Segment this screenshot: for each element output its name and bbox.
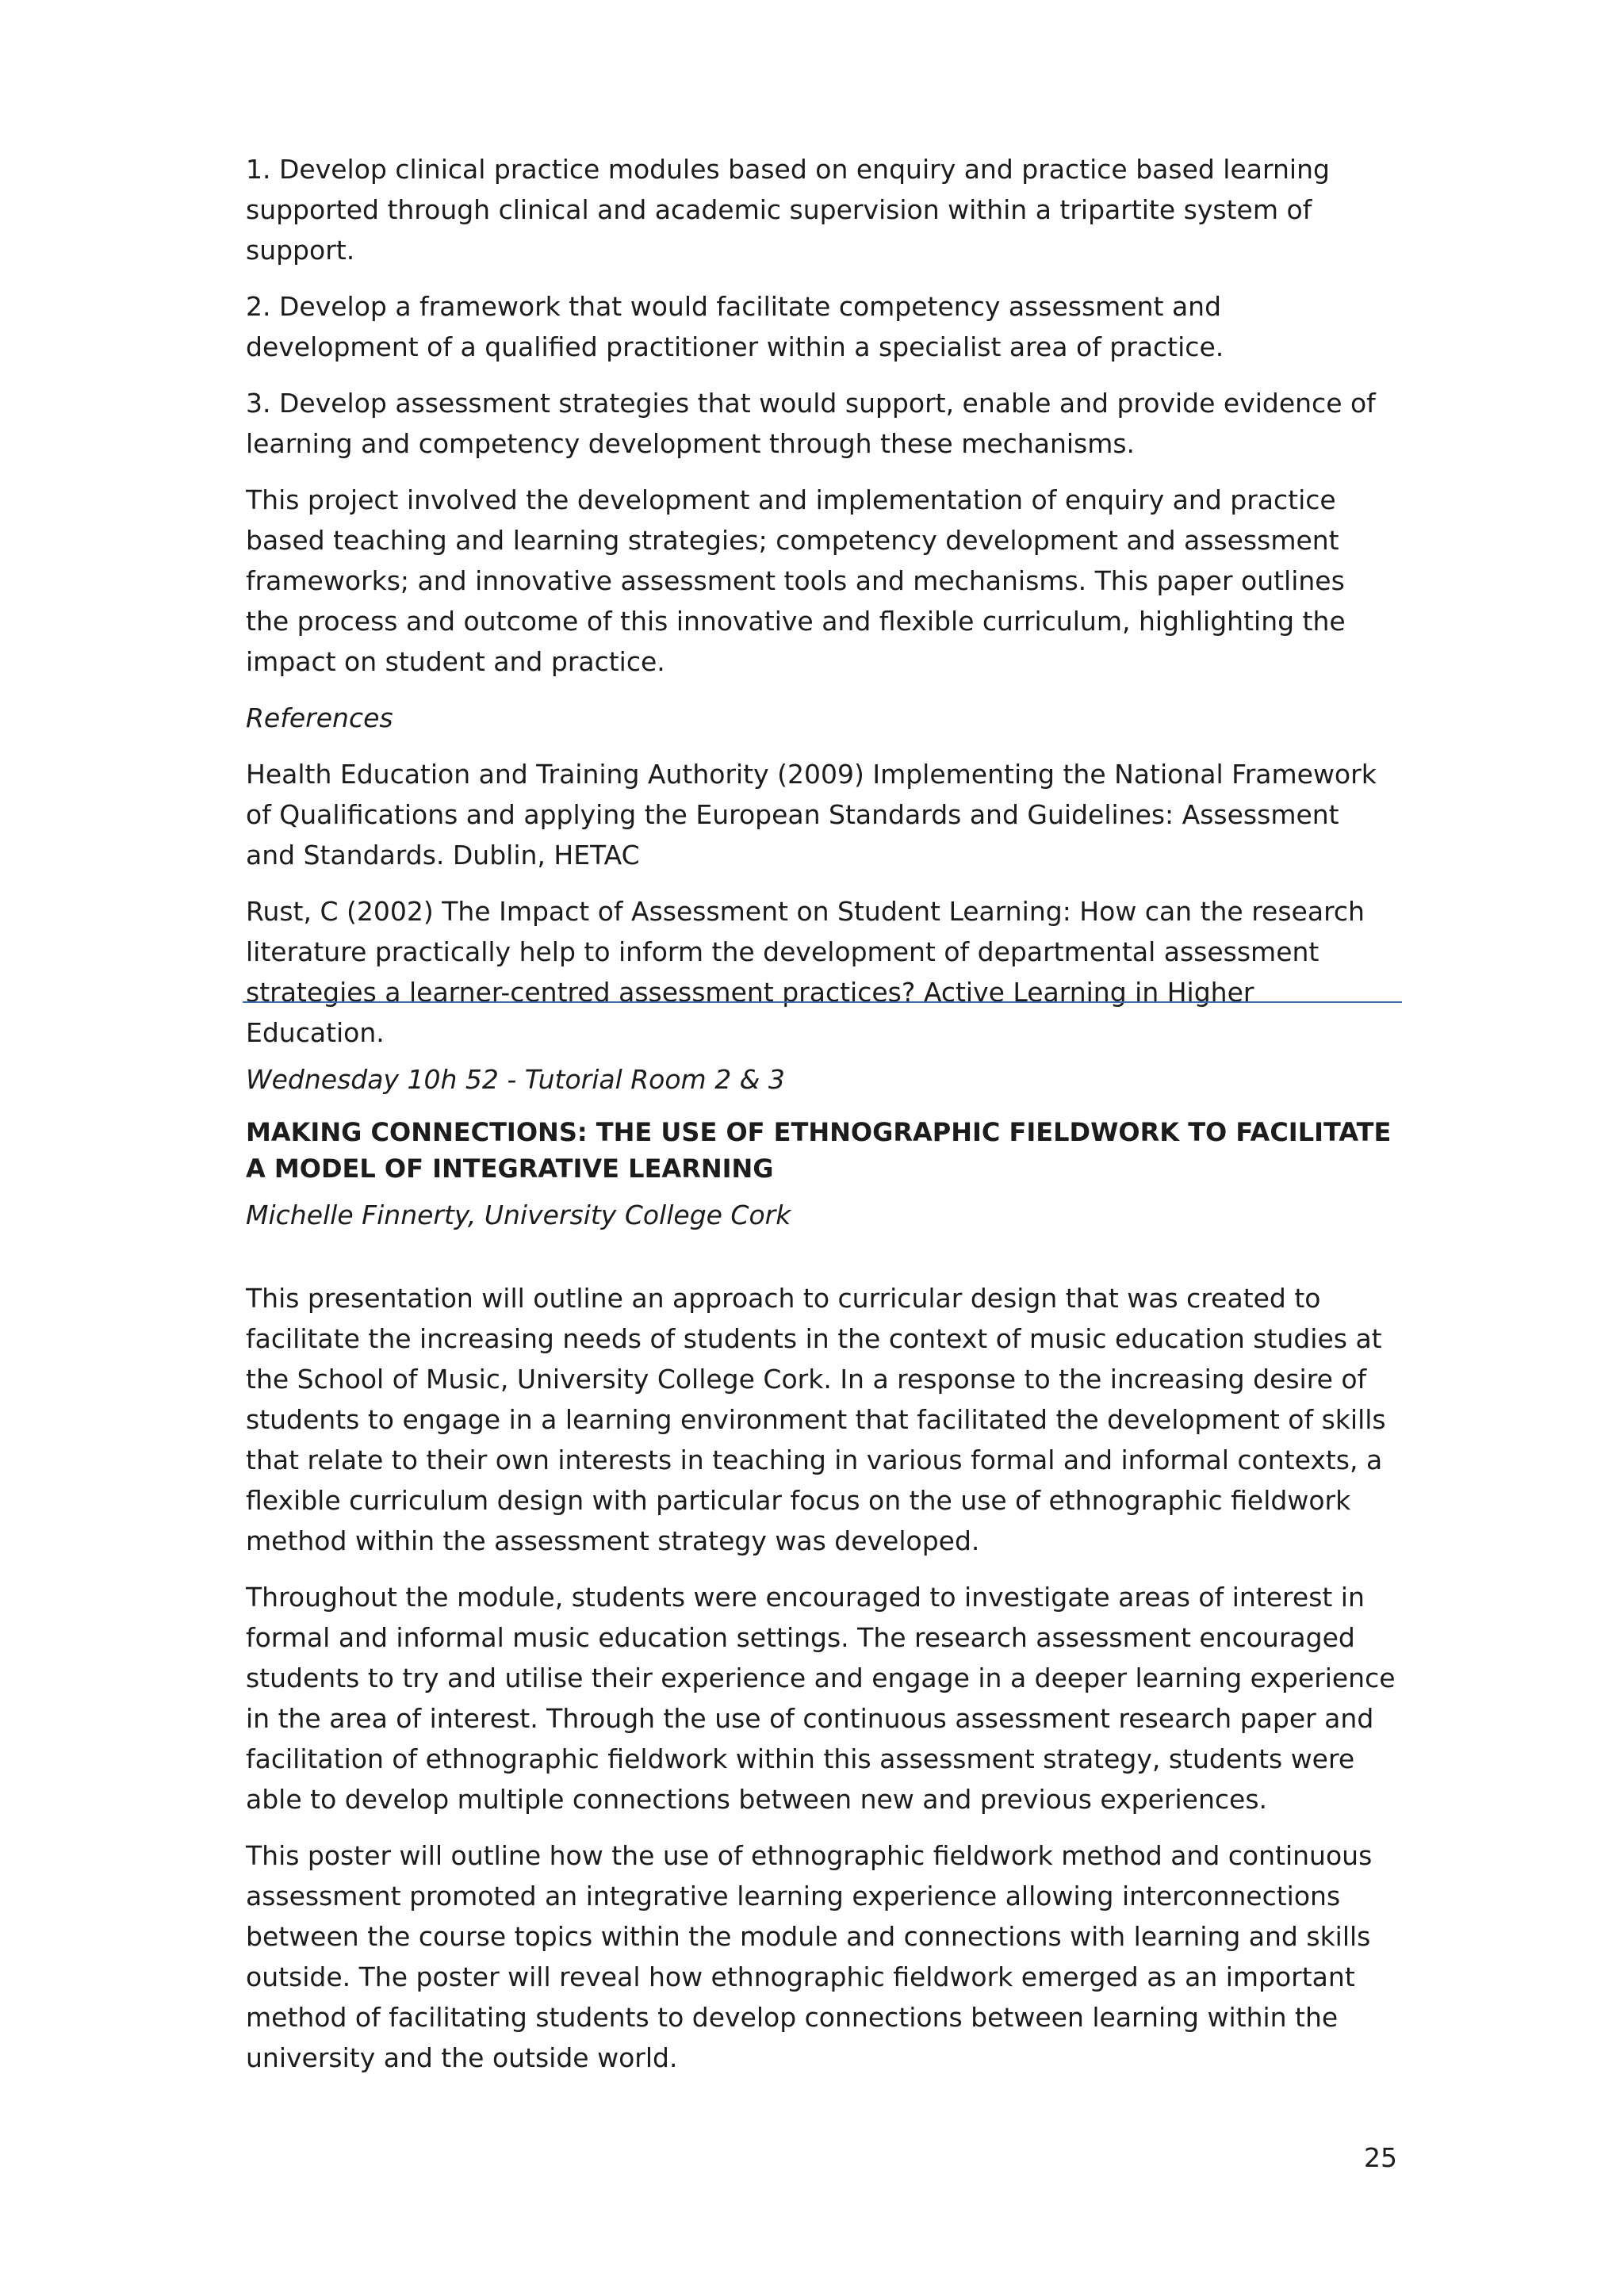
abstract-paragraph-2: Throughout the module, students were encouraged to investigate areas of interest in formal and informal music education settings. The research assessment encouraged students to try and utilise their experience and engage in a deeper learning experience in the area of interest. Through the use of continuous assessment research paper and facilitation of ethnographic fieldwork within this assessment strategy, students were able to develop multiple connections between new and previous experiences. [246,1582,1396,1815]
summary-paragraph: This project involved the development and implementation of enquiry and practice based teaching and learning strategies; competency development and assessment frameworks; and innovative assessment tools and mechanisms. This paper outlines the process and outcome of this innovative and flexible curriculum, highlighting the impact on student and practice. [246,484,1346,677]
page-number: 25 [1364,2142,1397,2173]
session-title: MAKING CONNECTIONS: THE USE OF ETHNOGRAPHIC FIELDWORK TO FACILITATE A MODEL OF INTEGRATIVE LEARNING [246,1117,1392,1184]
reference-2: Rust, C (2002) The Impact of Assessment on Student Learning: How can the research literature practically help to inform the development of departmental assessment strategies a learner-centred assessment practices? Active Learning in Higher Education. [246,896,1365,1048]
section-divider [243,1001,1402,1003]
abstract-paragraph-1: This presentation will outline an approach to curricular design that was created to facilitate the increasing needs of students in the context of music education studies at the School of Music, University College Cork. In a response to the increasing desire of students to engage in a learning environment that facilitated the development of skills that relate to their own interests in teaching in various formal and informal contexts, a flexible curriculum design with particular focus on the use of ethnographic fieldwork method within the assessment strategy was developed. [246,1283,1386,1556]
session-author: Michelle Finnerty, University College Cork [246,1200,791,1230]
session-info: Wednesday 10h 52 - Tutorial Room 2 & 3 [246,1064,785,1095]
reference-1: Health Education and Training Authority (2009) Implementing the National Framework of Qualifications and applying the European Standards and Guidelines: Assessment and Standards. Dublin, HETAC [246,759,1377,871]
list-item-3: 3. Develop assessment strategies that would support, enable and provide evidence of learning and competency development through these mechanisms. [246,388,1376,459]
references-heading: References [246,702,393,733]
abstract-paragraph-3: This poster will outline how the use of ethnographic fieldwork method and continuous assessment promoted an integrative learning experience allowing interconnections between the course topics within the module and connections with learning and skills outside. The poster will reveal how ethnographic fieldwork emerged as an important method of facilitating students to develop connections between learning within the university and the outside world. [246,1840,1373,2073]
list-item-1: 1. Develop clinical practice modules based on enquiry and practice based learning supported through clinical and academic supervision within a tripartite system of support. [246,154,1330,266]
session-section [246,1059,1396,2094]
top-section [246,149,1396,1069]
list-item-2: 2. Develop a framework that would facilitate competency assessment and development of a qualified practitioner within a specialist area of practice. [246,291,1224,362]
